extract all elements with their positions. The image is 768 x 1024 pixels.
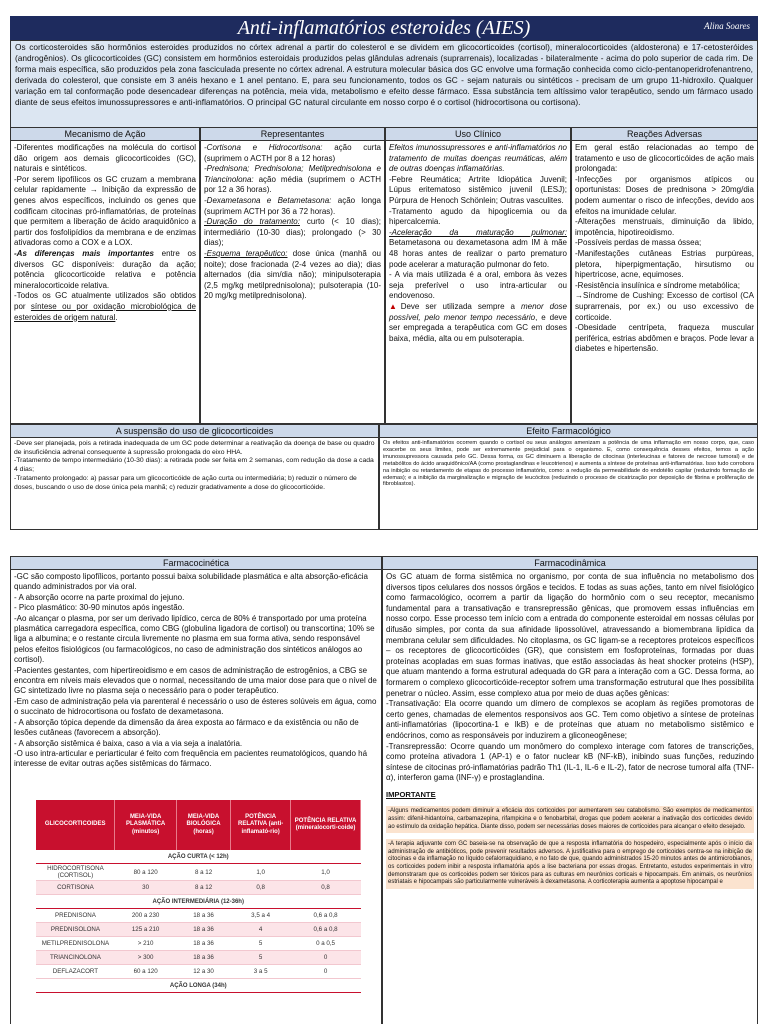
table-cell: 18 a 36 <box>176 909 230 923</box>
representatives-header: Representantes <box>201 128 384 141</box>
table-cell: > 210 <box>115 937 177 951</box>
table-cell: 4 <box>231 923 291 937</box>
table-group-row <box>36 895 361 909</box>
table-header-cell: POTÊNCIA RELATIVA (anti-inflamató-rio) <box>231 800 291 850</box>
table-row <box>36 965 361 979</box>
adv-text-4: -Possíveis perdas de massa óssea; <box>575 238 702 248</box>
mechanism-header: Mecanismo de Ação <box>11 128 199 141</box>
rep-em-3: -Dexametasona e Betametasona: <box>204 195 332 205</box>
pd-text-1: Os GC atuam de forma sistêmica no organismo, por conta de sua influência no metabolismo dos diversos tipos celulares dos nossos órgãos e tecidos. E todas as suas ações, tanto em nível fisiológico como farmacológico, ocorrem a partir da ligação do hormônio com o seu receptor, mecanismo fundamental para a transativação e transrepressão gênicas, que promovem essas influências em nosso corpo. Esse processo tem início com a entrada do componente esteroidal em nossas células por difusão simples, por conta da sua afinidade lipossolúvel, atravessando a biomembrana lipídica da membrana celular sem dificuldades. No citoplasma, os GC ligam-se a receptores proteicos específicos – os receptores de glicocorticóides (GR), que consistem em fosfoproteínas, formadas por duas proteínas acopladas em suas formas inativas, que estão associadas às heat shocker proteins (HSP), que atuam mantendo a forma estrutural adequada do GR para a interação com a GC. Dessa forma, ao formarem o complexo glicocorticóide-receptor sofrem uma transformação estrutural que lhes possibilita penetrar o núcleo. Assim, esse complexo atua por meio de duas ações gênicas: <box>386 572 754 698</box>
use-text-1: Efeitos imunossupressores e anti-inflamatórios no tratamento de muitas doenças reumáticas, além de outras doenças inflamatórias. <box>389 143 567 174</box>
table-cell: 3,5 a 4 <box>231 909 291 923</box>
author-signature: Alina Soares <box>704 21 750 31</box>
mechanism-text-4-a: -Todos os GC atualmente utilizados são obtidos por <box>14 291 196 311</box>
table-cell: 1,0 <box>231 864 291 881</box>
use-text-5: - A via mais utilizada é a oral, embora às vezes seja preferível o uso intra-articular ou endovenoso. <box>389 270 567 301</box>
table-cell: METILPREDNISOLONA <box>36 937 115 951</box>
table-cell: 1,0 <box>291 864 361 881</box>
pharmacodynamics-header: Farmacodinâmica <box>383 557 757 570</box>
adverse-reactions-header: Reações Adversas <box>572 128 757 141</box>
rep-em-1: -Cortisona e Hidrocortisona: <box>204 143 323 152</box>
mechanism-text-3 <box>14 249 196 291</box>
table-group-label: AÇÃO LONGA (34h) <box>36 979 361 993</box>
table-cell: 0 <box>291 951 361 965</box>
rep-text-4 <box>204 217 381 249</box>
pd-text-2: -Transativação: Ela ocorre quando um dímero de complexos se acoplam às regiões promotoras de certo genes, chamadas de elementos responsivos aos GC. Tem como objetivo a síntese de proteínas anti-inflamatórias (lipocortina-1 e IkB) e de proteínas que atuam no metabolismo sistêmico e endócrinos, como as responsáveis por induzirem a gliconeogênese; <box>386 699 754 740</box>
rep-rest-1: ação curta (suprimem o ACTH por 8 a 12 horas) <box>204 143 381 163</box>
adverse-reactions-column <box>571 128 758 424</box>
rep-text-3 <box>204 196 381 217</box>
table-header-cell: MEIA-VIDA PLASMÁTICA (minutos) <box>115 800 177 850</box>
rep-em-2: -Prednisona; Prednisolona; Metilprednisolona e Triancinolona: <box>204 164 381 184</box>
table-group-row <box>36 850 361 864</box>
adv-text-8: -Obesidade centrípeta, fraqueza muscular periférica, estrias abdômen e braços. Pode levar a diabetes e hipertensão. <box>575 323 754 354</box>
suspension-header: A suspensão do uso de glicocorticoides <box>11 425 378 438</box>
table-cell: DEFLAZACORT <box>36 965 115 979</box>
rep-em-5: -Esquema terapêutico: <box>204 248 288 258</box>
use-text-4 <box>389 228 567 270</box>
table-cell: 0,6 a 0,8 <box>291 923 361 937</box>
pharmacokinetics-item: - A absorção ocorre na parte proximal do jejuno. <box>14 592 185 602</box>
rep-rest-4: curto (< 10 dias); intermediário (10-30 dias); prolongado (> 30 dias); <box>204 217 381 248</box>
table-cell: 8 a 12 <box>176 881 230 895</box>
rep-rest-5: dose única (manhã ou noite); dose fracionada (2-4 vezes ao dia); dias alternados (dia sim/dia não); minipulsoterapia (2,5 mg/kg metilprednisolona); pulsoterapia (10-20 mg/kg metilprednisolona). <box>204 248 381 301</box>
table-row <box>36 881 361 895</box>
adv-text-6: -Resistência insulínica e síndrome metabólica; <box>575 280 740 290</box>
table-cell: 12 a 30 <box>176 965 230 979</box>
use-em-4: -Aceleração da maturação pulmonar: <box>389 227 567 237</box>
rep-em-4: -Duração do tratamento: <box>204 217 300 227</box>
pharmacological-effect-text: Os efeitos anti-inflamatórios ocorrem quando o cortisol ou seus análogos amenizam a potência de uma inflamação em nosso corpo, que, caso exacerbe os seus limites, pode ser extremamente prejudicial para o organismo. E, como consequência desses efeitos, temos a ação imunossupressora causada pelo GC. Dessa forma, os GC diminuem a liberação de citocinas (interleucinas e fatores de necrose tumoral) e de metabólitos do ácido araquidônico/AA (como prostaglandinas e leucotrienos) e aumenta a síntese de proteínas anti-inflamatórias. Isso tudo corrobora na inibição ou retardamento de etapas do processo inflamatório, como: a redução da permeabilidade do endotélio capilar (reduzindo formação de edemas); e a inibição da marginalização e migração de leucócitos (reduzindo o processo de cicatrização por deposição de fibrina e proliferação de fibroblastos). <box>383 440 754 488</box>
use-em-6: menor dose possível, pelo menor tempo necessário <box>389 301 567 322</box>
mechanism-underline: síntese ou por oxidação microbiológica de esteroides de origem natural <box>14 301 196 322</box>
suspension-text-2: -Tratamento de tempo intermediário (10-30 dias): a retirada pode ser feita em 2 semanas, com redução da dose a cada 4 dias; <box>14 457 374 474</box>
table-cell: 18 a 36 <box>176 951 230 965</box>
adv-text-2: -Infecções por organismos atípicos ou oportunistas: Doses de prednisona > 20mg/dia podem aumentar o risco de infecções, devido aos efeitos na imunidade celular. <box>575 174 754 216</box>
warning-icon: ▲ <box>389 301 401 311</box>
table-group-label: AÇÃO CURTA (< 12h) <box>36 850 361 864</box>
adv-text-7: →Síndrome de Cushing: Excesso de cortisol (CA suprarrenais, por ex.) ou uso excessivo de corticoide. <box>575 291 754 322</box>
pharmacokinetics-item: -Pacientes gestantes, com hipertireoidismo e em casos de administração de estrogênios, a CBG se encontra em níveis mais elevados que o normal, necessitando de uma maior dose para que o nível de GC sintetizado livre no plasma seja o necessário para o poder terapêutico. <box>14 665 377 696</box>
pharmacokinetics-item: -GC são composto lipofílicos, portanto possui baixa solubilidade plasmática e alta absorção-eficácia quando administrados por via oral. <box>14 572 368 592</box>
pharmacological-effect-header: Efeito Farmacológico <box>380 425 757 438</box>
table-row <box>36 864 361 881</box>
table-row <box>36 937 361 951</box>
table-cell: 30 <box>115 881 177 895</box>
important-note-2: -A terapia adjuvante com GC baseia-se na observação de que a resposta inflamatória do hospedeiro, especialmente após o início da administração de antibióticos, pode prevenir resultados adversos. A justificativa para o emprego de corticoides centra-se na inibição de citocinas e da inflamação no líquido cefalorraquidiano, e no fato de que, quando administrados 15-20 minutos antes de antimicrobianos, os corticoides podem inibir a resposta inflamatória após a lise bacteriana por essas drogas. Entretanto, estudos experimentais in vitro demonstraram que os corticoides podem ser tóxicos para as culturas em neurônios corticais e hipocampais. Em animais, os neurônios estriatais e hipocampais são particularmente vulneráveis à dexametasona. A corticoterapia aumenta a apoptose hipocampal e <box>386 839 754 889</box>
pharmacokinetics-item: - A absorção tópica depende da dimensão da área exposta ao fármaco e da existência ou não de lesões cutâneas (favorecem a absorção). <box>14 717 359 738</box>
important-heading: IMPORTANTE <box>386 789 436 799</box>
title-bar <box>10 16 758 40</box>
rep-text-5 <box>204 249 381 302</box>
rep-rest-3: ação longa (suprimem ACTH por 36 a 72 horas). <box>204 195 381 216</box>
table-cell: 200 a 230 <box>115 909 177 923</box>
table-cell: 125 a 210 <box>115 923 177 937</box>
table-cell: HIDROCORTISONA (CORTISOL) <box>36 864 115 881</box>
rep-rest-2: ação média (suprimem o ACTH por 12 a 36 horas). <box>204 174 381 195</box>
pharmacokinetics-item: -O uso intra-articular e periarticular é feito com frequência em pacientes reumatológicos, quando há interesse de evitar outras ações sistêmicas do fármaco. <box>14 748 368 769</box>
table-group-label: AÇÃO INTERMEDIÁRIA (12-36h) <box>36 895 361 909</box>
rep-text-2 <box>204 164 381 196</box>
table-cell: 0 a 0,5 <box>291 937 361 951</box>
mechanism-text-3-rest: entre os diversos GC disponíveis: duração da ação; potência glicocorticoide relativa e potência mineralocorticoide relativa. <box>14 248 196 290</box>
table-cell: 0,8 <box>291 881 361 895</box>
table-header-cell: GLICOCORTICOIDES <box>36 800 115 850</box>
rep-text-1 <box>204 143 381 164</box>
pd-text-3: -Transrepressão: Ocorre quando um monômero do complexo interage com fatores de transcrições, como proteína ativadora 1 (AP-1) e o fator nuclear kB (NF-kB), inibindo suas funções, reduzindo síntese de citocinas pró-inflamatórias padrão Th1 (IL-1, IL-6 e IL-2), fator de necrose tumoral alfa (TNF-α), interferon gama (INF-γ) e prostaglandina. <box>386 741 754 783</box>
pharmacokinetics-item: -Ao alcançar o plasma, por ser um derivado lipídico, cerca de 80% é transportado por uma proteína plasmática carregadora específica, como CBG (globulina ligadora de cortisol) ou transcortina; 10% se liga a albumina; e o restante circula livremente no plasma em sua forma ativa, sendo responsável pelos efeitos fisiológicos (ou farmacológicos, no caso de administração dos sintéticos análogos ao cortisol). <box>14 613 375 665</box>
table-cell: > 300 <box>115 951 177 965</box>
use-text-6 <box>389 302 567 344</box>
table-row <box>36 909 361 923</box>
suspension-text-3: -Tratamento prolongado: a) passar para um glicocorticóide de ação curta ou intermediária; b) reduzir o número de doses, buscando o uso de dose única pela manhã; c) reduzir gradativamente a dose do glicocorticóide. <box>14 474 357 491</box>
table-cell: 18 a 36 <box>176 923 230 937</box>
use-rest-4: Betametasona ou dexametasona adm IM à mãe 48 horas antes de realizar o parto prematuro pode acelerar a maturação pulmonar do feto. <box>389 238 567 269</box>
pharmacokinetics-item: - A absorção sistêmica é baixa, caso a via a via seja a inalatória. <box>14 738 243 748</box>
representatives-column <box>200 128 385 424</box>
table-header-cell: MEIA-VIDA BIOLÓGICA (horas) <box>176 800 230 850</box>
adv-text-5: -Manifestações cutâneas Estrias purpúreas, pletora, hiperpigmentação, hirsutismo ou hipertricose, acne, equimoses. <box>575 248 754 280</box>
important-note-1: -Alguns medicamentos podem diminuir a eficácia dos corticoides por aumentarem seu catabolismo. São exemplos de medicamentos assim: difenil-hidantoína, carbamazepina, rifampicina e o fenobarbital, drogas que podem acelerar a inativação dos corticoides devido ao estímulo da oxidação hepática. Diante disso, podem ser necessárias doses maiores de corticoides para alcançar o efeito desejado. <box>386 806 754 833</box>
clinical-use-column <box>385 128 571 424</box>
mechanism-text-2: -Por serem lipofílicos os GC cruzam a membrana celular rapidamente → Inibição da expressão de genes alvos específicos, incluindo os genes que codificam citocinas pró-inflamatórias, de proteínas que permitem a liberação de ácido araquidônico a partir dos fosfolipídios da membrana e de enzimas ativadoras como a COX e a LOX. <box>14 174 196 248</box>
table-cell: 80 a 120 <box>115 864 177 881</box>
suspension-section <box>10 424 379 530</box>
half-life-table <box>36 800 361 993</box>
pharmacokinetics-header: Farmacocinética <box>11 557 381 570</box>
pharmacological-effect-section <box>379 424 758 530</box>
adv-text-1: Em geral estão relacionadas ao tempo de tratamento e uso de glicocorticóides de ação mais prolongada: <box>575 143 754 174</box>
suspension-text-1: -Deve ser planejada, pois a retirada inadequada de um GC pode determinar a reativação da doença de base ou quadro de insuficiência adrenal consequente à supressão prolongada do eixo HHA. <box>14 440 375 456</box>
mechanism-text-4 <box>14 291 196 323</box>
table-cell: 0,8 <box>231 881 291 895</box>
intro-paragraph: Os corticosteroides são hormônios esteroides produzidos no córtex adrenal a partir do colesterol e se dividem em glicocorticoides (cortisol), mineralocorticoides (aldosterona) e 17-cetosteróides (androgênios). Os glicocorticoides (GC) consistem em hormônios esteroidais produzidos pelas glândulas adrenais (suprarrenais), localizadas - bilateralmente - acima do polo superior de cada rim. De forma mais específica, são produzidos pela zona fasciculada presente no córtex adrenal. A estrutura molecular básica dos GC envolve uma formação conhecida como ciclo-pentanoperidrofenantreno, derivada do colesterol, que consiste em 3 anéis hexano e 1 anel pentano. E, para seu funcionamento, todos os GC - sejam naturais ou sintéticos - precisam de um grupo 11-hidroxilo. Qualquer variação em tal conformação pode desencadear diferenças na potência, meia vida, metabolismo e efeito desse fármaco. Essa substância tem altíssimo valor terapêutico, sendo um fármaco usado diante de seus efeitos imunossupressores e anti-inflamatórios. O principal GC natural circulante em nosso corpo é o cortisol (hidrocortisona ou cortisona). <box>10 40 758 128</box>
pharmacokinetics-item: - Pico plasmático: 30-90 minutos após ingestão. <box>14 603 185 613</box>
table-header-cell: POTÊNCIA RELATIVA (mineralocorti-coide) <box>291 800 361 850</box>
use-text-6-a: Deve ser utilizada sempre a <box>400 301 521 311</box>
mechanism-text-4-b: . <box>115 312 118 322</box>
table-cell: TRIANCINOLONA <box>36 951 115 965</box>
adv-text-3: -Alterações menstruais, diminuição da libido, impotência, hipotireoidismo. <box>575 217 754 237</box>
table-group-row <box>36 979 361 993</box>
table-cell: 60 a 120 <box>115 965 177 979</box>
pharmacodynamics-section <box>382 556 758 1024</box>
table-cell: 0,6 a 0,8 <box>291 909 361 923</box>
table-row <box>36 923 361 937</box>
table-cell: PREDNISOLONA <box>36 923 115 937</box>
mechanism-text-1: -Diferentes modificações na molécula do cortisol dão origem aos demais glicocorticoides (GC), naturais e sintéticos. <box>14 143 196 174</box>
table-cell: 5 <box>231 951 291 965</box>
table-cell: PREDNISONA <box>36 909 115 923</box>
table-cell: CORTISONA <box>36 881 115 895</box>
mechanism-emphasis: -As diferenças mais importantes <box>14 248 154 258</box>
mechanism-column <box>10 128 200 424</box>
use-text-6-b: , e deve ser empregada a terapêutica com GC em doses baixa, média, alta ou em pulsoterapia. <box>389 312 568 343</box>
page-title: Anti-inflamatórios esteroides (AIES) <box>237 17 531 39</box>
table-cell: 5 <box>231 937 291 951</box>
table-cell: 18 a 36 <box>176 937 230 951</box>
clinical-use-header: Uso Clínico <box>386 128 570 141</box>
table-cell: 3 a 5 <box>231 965 291 979</box>
use-text-2: -Febre Reumática; Artrite Idiopática Juvenil; Lúpus eritematoso sistêmico juvenil (LESJ); Púrpura de Henoch Schönlein; Outras vasculites. <box>389 174 567 205</box>
table-row <box>36 951 361 965</box>
table-cell: 8 a 12 <box>176 864 230 881</box>
pharmacokinetics-item: -Em caso de administração pela via parenteral é necessário o uso de ésteres solúveis em água, como o succinato de hidrocortisona ou fosfato de dexametasona. <box>14 696 377 717</box>
use-text-3: -Tratamento agudo da hipoglicemia ou da hipercalcemia. <box>389 206 567 227</box>
table-cell: 0 <box>291 965 361 979</box>
